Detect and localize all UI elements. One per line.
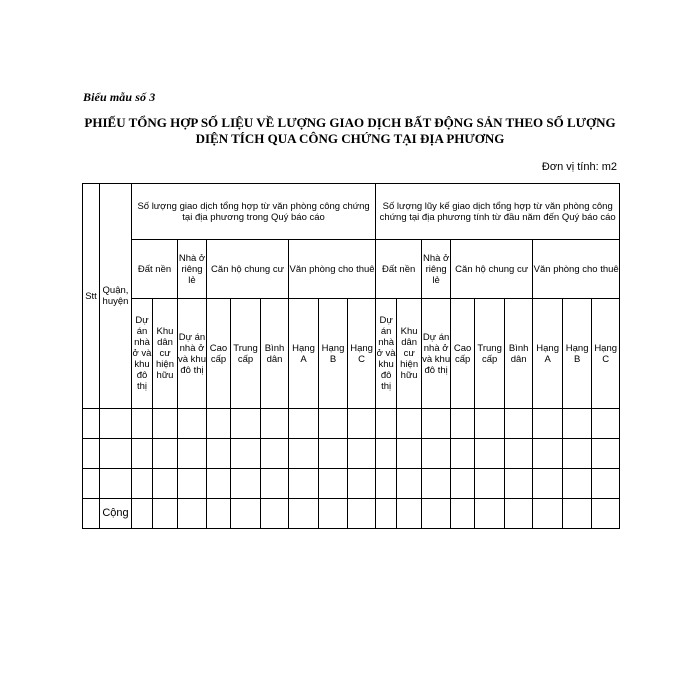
table-cell xyxy=(261,439,289,469)
header-land: Đất nền xyxy=(376,240,422,299)
table-cell xyxy=(178,409,207,439)
table-cell xyxy=(397,409,422,439)
header-office-b: Hạng B xyxy=(563,299,592,409)
header-district: Quận, huyện xyxy=(100,184,132,409)
total-cell xyxy=(231,499,261,529)
header-land-existing: Khu dân cư hiện hữu xyxy=(397,299,422,409)
table-cell xyxy=(132,469,153,499)
table-row xyxy=(83,469,620,499)
header-row-3 xyxy=(83,299,620,409)
table-cell xyxy=(592,439,620,469)
table-cell xyxy=(231,439,261,469)
total-row xyxy=(83,499,620,529)
table-cell xyxy=(475,409,505,439)
table-cell xyxy=(505,409,533,439)
total-cell xyxy=(207,499,231,529)
total-cell xyxy=(563,499,592,529)
total-cell xyxy=(505,499,533,529)
table-cell xyxy=(319,409,348,439)
table-cell xyxy=(261,409,289,439)
header-row-1 xyxy=(83,184,620,240)
table-cell xyxy=(261,469,289,499)
table-cell xyxy=(376,409,397,439)
table-row xyxy=(83,409,620,439)
header-quarter-group: Số lượng giao dịch tổng hợp từ văn phòng công chứng tại địa phương trong Quý báo cáo xyxy=(132,184,376,240)
table-cell xyxy=(83,439,100,469)
table-cell xyxy=(83,469,100,499)
table-row xyxy=(83,439,620,469)
table-cell xyxy=(563,409,592,439)
table-cell xyxy=(451,409,475,439)
table-cell xyxy=(533,439,563,469)
table-cell xyxy=(207,439,231,469)
table-cell xyxy=(100,469,132,499)
header-office: Văn phòng cho thuê xyxy=(533,240,620,299)
table-cell xyxy=(397,439,422,469)
unit-label: Đơn vị tính: m2 xyxy=(541,161,617,173)
table-cell xyxy=(178,469,207,499)
header-office-a: Hạng A xyxy=(533,299,563,409)
total-cell xyxy=(376,499,397,529)
header-apartment: Căn hộ chung cư xyxy=(207,240,289,299)
total-cell xyxy=(261,499,289,529)
header-apt-normal: Bình dân xyxy=(505,299,533,409)
total-cell xyxy=(132,499,153,529)
header-stt: Stt xyxy=(83,184,100,409)
header-row-2 xyxy=(83,240,620,299)
table-cell xyxy=(376,469,397,499)
header-house: Nhà ở riêng lẻ xyxy=(422,240,451,299)
total-cell xyxy=(153,499,178,529)
total-cell xyxy=(451,499,475,529)
total-cell xyxy=(319,499,348,529)
header-office-a: Hạng A xyxy=(289,299,319,409)
total-cell xyxy=(533,499,563,529)
total-cell xyxy=(348,499,376,529)
table-cell xyxy=(592,409,620,439)
header-house-project: Dự án nhà ở và khu đô thị xyxy=(178,299,207,409)
header-apt-normal: Bình dân xyxy=(261,299,289,409)
header-house: Nhà ở riêng lẻ xyxy=(178,240,207,299)
table-cell xyxy=(533,409,563,439)
header-office-c: Hạng C xyxy=(592,299,620,409)
total-label: Cộng xyxy=(100,499,132,529)
table-cell xyxy=(132,439,153,469)
data-rows xyxy=(83,409,620,499)
table-cell xyxy=(348,439,376,469)
header-apt-mid: Trung cấp xyxy=(231,299,261,409)
header-house-project: Dự án nhà ở và khu đô thị xyxy=(422,299,451,409)
table-cell xyxy=(178,439,207,469)
table-cell xyxy=(376,439,397,469)
table-cell xyxy=(153,439,178,469)
total-cell xyxy=(178,499,207,529)
table-cell xyxy=(592,469,620,499)
total-stt-cell xyxy=(83,499,100,529)
header-apartment: Căn hộ chung cư xyxy=(451,240,533,299)
report-table xyxy=(82,183,620,529)
header-land-project: Dự án nhà ở và khu đô thị xyxy=(376,299,397,409)
table-cell xyxy=(289,439,319,469)
table-cell xyxy=(505,439,533,469)
header-land: Đất nền xyxy=(132,240,178,299)
table-cell xyxy=(207,469,231,499)
title-line-2: DIỆN TÍCH QUA CÔNG CHỨNG TẠI ĐỊA PHƯƠNG xyxy=(195,131,505,146)
table-cell xyxy=(422,439,451,469)
header-apt-high: Cao cấp xyxy=(207,299,231,409)
table-cell xyxy=(475,439,505,469)
total-cell xyxy=(592,499,620,529)
total-cell xyxy=(397,499,422,529)
header-cumulative-group: Số lượng lũy kế giao dịch tổng hợp từ văn phòng công chứng tại địa phương tính từ đầu năm đến Quý báo cáo xyxy=(376,184,620,240)
header-land-project: Dự án nhà ở và khu đô thị xyxy=(132,299,153,409)
table-cell xyxy=(289,409,319,439)
table-cell xyxy=(397,469,422,499)
table-cell xyxy=(348,409,376,439)
table-cell xyxy=(132,409,153,439)
table-cell xyxy=(422,409,451,439)
table-cell xyxy=(319,469,348,499)
table-cell xyxy=(563,439,592,469)
table-cell xyxy=(289,469,319,499)
table-cell xyxy=(563,469,592,499)
table-cell xyxy=(451,439,475,469)
header-land-existing: Khu dân cư hiện hữu xyxy=(153,299,178,409)
table-cell xyxy=(153,469,178,499)
table-cell xyxy=(505,469,533,499)
form-number: Biểu mẫu số 3 xyxy=(83,90,156,104)
table-cell xyxy=(533,469,563,499)
table-cell xyxy=(319,439,348,469)
header-office-c: Hạng C xyxy=(348,299,376,409)
table-cell xyxy=(83,409,100,439)
header-apt-high: Cao cấp xyxy=(451,299,475,409)
table-cell xyxy=(153,409,178,439)
table-cell xyxy=(422,469,451,499)
table-cell xyxy=(100,439,132,469)
table-cell xyxy=(475,469,505,499)
page-title xyxy=(0,115,700,147)
header-office: Văn phòng cho thuê xyxy=(289,240,376,299)
total-cell xyxy=(289,499,319,529)
header-office-b: Hạng B xyxy=(319,299,348,409)
table-cell xyxy=(207,409,231,439)
table-cell xyxy=(231,469,261,499)
header-apt-mid: Trung cấp xyxy=(475,299,505,409)
total-cell xyxy=(422,499,451,529)
table-cell xyxy=(100,409,132,439)
table-cell xyxy=(231,409,261,439)
table-cell xyxy=(451,469,475,499)
table-cell xyxy=(348,469,376,499)
total-cell xyxy=(475,499,505,529)
title-line-1: PHIẾU TỔNG HỢP SỐ LIỆU VỀ LƯỢNG GIAO DỊCH BẤT ĐỘNG SẢN THEO SỐ LƯỢNG xyxy=(84,115,616,130)
